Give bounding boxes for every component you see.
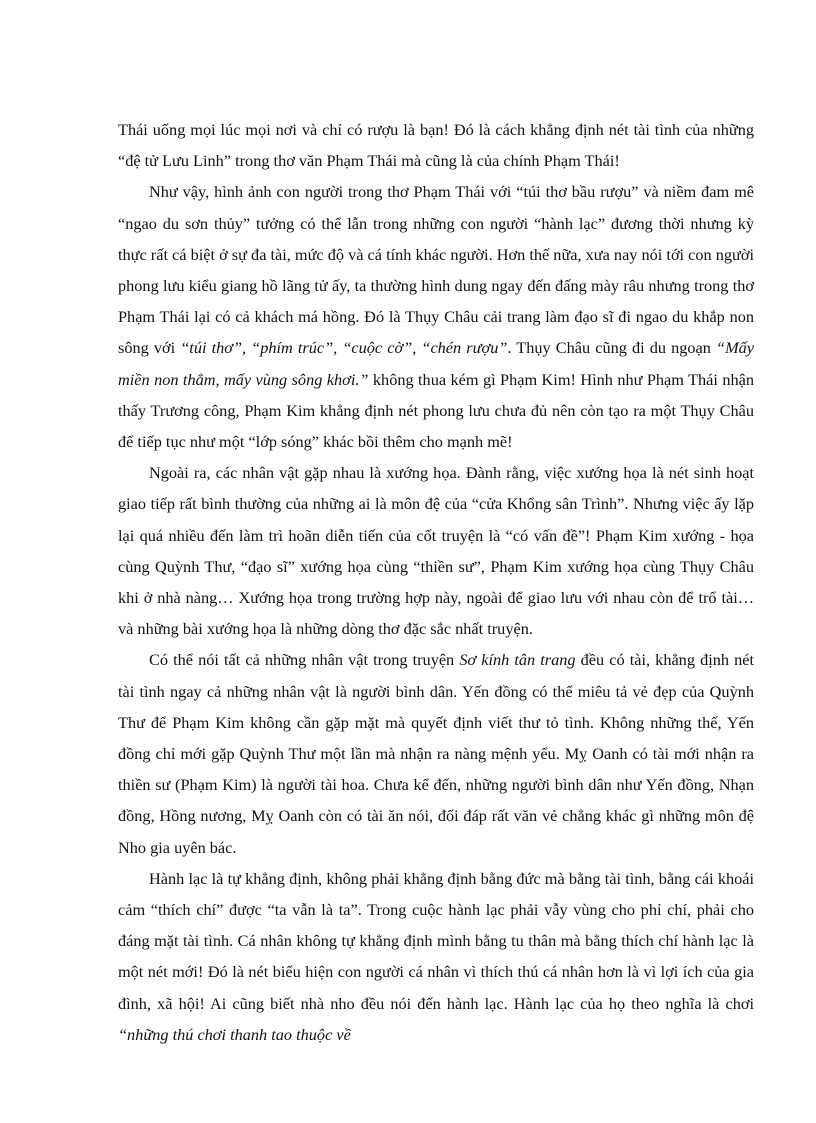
paragraph xyxy=(118,176,754,457)
paragraph xyxy=(118,863,754,1050)
paragraph xyxy=(118,457,754,644)
text-run: Ngoài ra, các nhân vật gặp nhau là xướng họa. Đành rằng, việc xướng họa là nét sinh hoạt giao tiếp rất bình thường của những ai là môn đệ của “cửa Khổng sân Trình”. Nhưng việc ấy lặp lại quá nhiều đến làm trì hoãn diễn tiến của cốt truyện là “có vấn đề”! Phạm Kim xướng - họa cùng Quỳnh Thư, “đạo sĩ” xướng họa cùng “thiền sư”, Phạm Kim xướng họa cùng Thụy Châu khi ở nhà nàng… Xướng họa trong trường hợp này, ngoài để giao lưu với nhau còn để trổ tài… và những bài xướng họa là những dòng thơ đặc sắc nhất truyện. xyxy=(118,463,754,639)
text-run: Như vậy, hình ảnh con người trong thơ Phạm Thái với “túi thơ bầu rượu” và niềm đam mê “ngao du sơn thủy” tưởng có thể lẫn trong những con người “hành lạc” đương thời nhưng kỳ thực rất cá biệt ở sự đa tài, mức độ và cá tính khác người. Hơn thế nữa, xưa nay nói tới con người phong lưu kiểu giang hồ lãng tử ấy, ta thường hình dung ngay đến đấng mày râu nhưng trong thơ Phạm Thái lại có cả khách má hồng. Đó là Thụy Châu cải trang làm đạo sĩ đi ngao du khắp non sông với xyxy=(118,182,754,358)
text-run: đều có tài, khẳng định nét tài tình ngay cả những nhân vật là người bình dân. Yến đồng có thể miêu tả vẻ đẹp của Quỳnh Thư để Phạm Kim không cần gặp mặt mà quyết định viết thư tỏ tình. Không những thế, Yến đồng chỉ mới gặp Quỳnh Thư một lần mà nhận ra nàng mệnh yểu. Mỵ Oanh có tài mới nhận ra thiền sư (Phạm Kim) là người tài hoa. Chưa kể đến, những người bình dân như Yến đồng, Nhạn đồng, Hồng nương, Mỵ Oanh còn có tài ăn nói, đối đáp rất văn vẻ chẳng khác gì những môn đệ Nho gia uyên bác. xyxy=(118,650,755,857)
text-run: Thái uống mọi lúc mọi nơi và chỉ có rượu là bạn! Đó là cách khẳng định nét tài tình của những “đệ tử Lưu Linh” trong thơ văn Phạm Thái mà cũng là của chính Phạm Thái! xyxy=(118,120,754,171)
text-run: Có thể nói tất cả những nhân vật trong truyện xyxy=(149,650,460,670)
text-run: Hành lạc là tự khẳng định, không phải khẳng định bằng đức mà bằng tài tình, bằng cái khoái cảm “thích chí” được “ta vẫn là ta”. Trong cuộc hành lạc phải vẫy vùng cho phỉ chí, phải cho đáng mặt tài tình. Cá nhân không tự khẳng định mình bằng tu thân mà bằng thích chí hành lạc là một nét mới! Đó là nét biểu hiện con người cá nhân vì thích thú cá nhân hơn là vì lợi ích của gia đình, xã hội! Ai cũng biết nhà nho đều nói đến hành lạc. Hành lạc của họ theo nghĩa là chơi xyxy=(118,868,754,1013)
italic-text-run: Sơ kính tân trang xyxy=(459,650,576,670)
italic-text-run: “túi thơ”, “phím trúc”, “cuộc cờ”, “chén rượu” xyxy=(180,338,508,358)
document-page xyxy=(118,114,754,1050)
italic-text-run: “Mấy miền non thẳm, mấy vùng sông khơi.” xyxy=(118,338,754,389)
italic-text-run: “những thú chơi thanh tao thuộc về xyxy=(118,1024,351,1044)
paragraph xyxy=(118,114,754,176)
paragraph xyxy=(118,644,754,862)
text-run: . Thụy Châu cũng đi du ngoạn xyxy=(507,338,717,358)
text-run: không thua kém gì Phạm Kim! Hình như Phạm Thái nhận thấy Trương công, Phạm Kim khẳng định nét phong lưu chưa đủ nên còn tạo ra một Thụy Châu để tiếp tục như một “lớp sóng” khác bồi thêm cho mạnh mẽ! xyxy=(118,369,754,452)
